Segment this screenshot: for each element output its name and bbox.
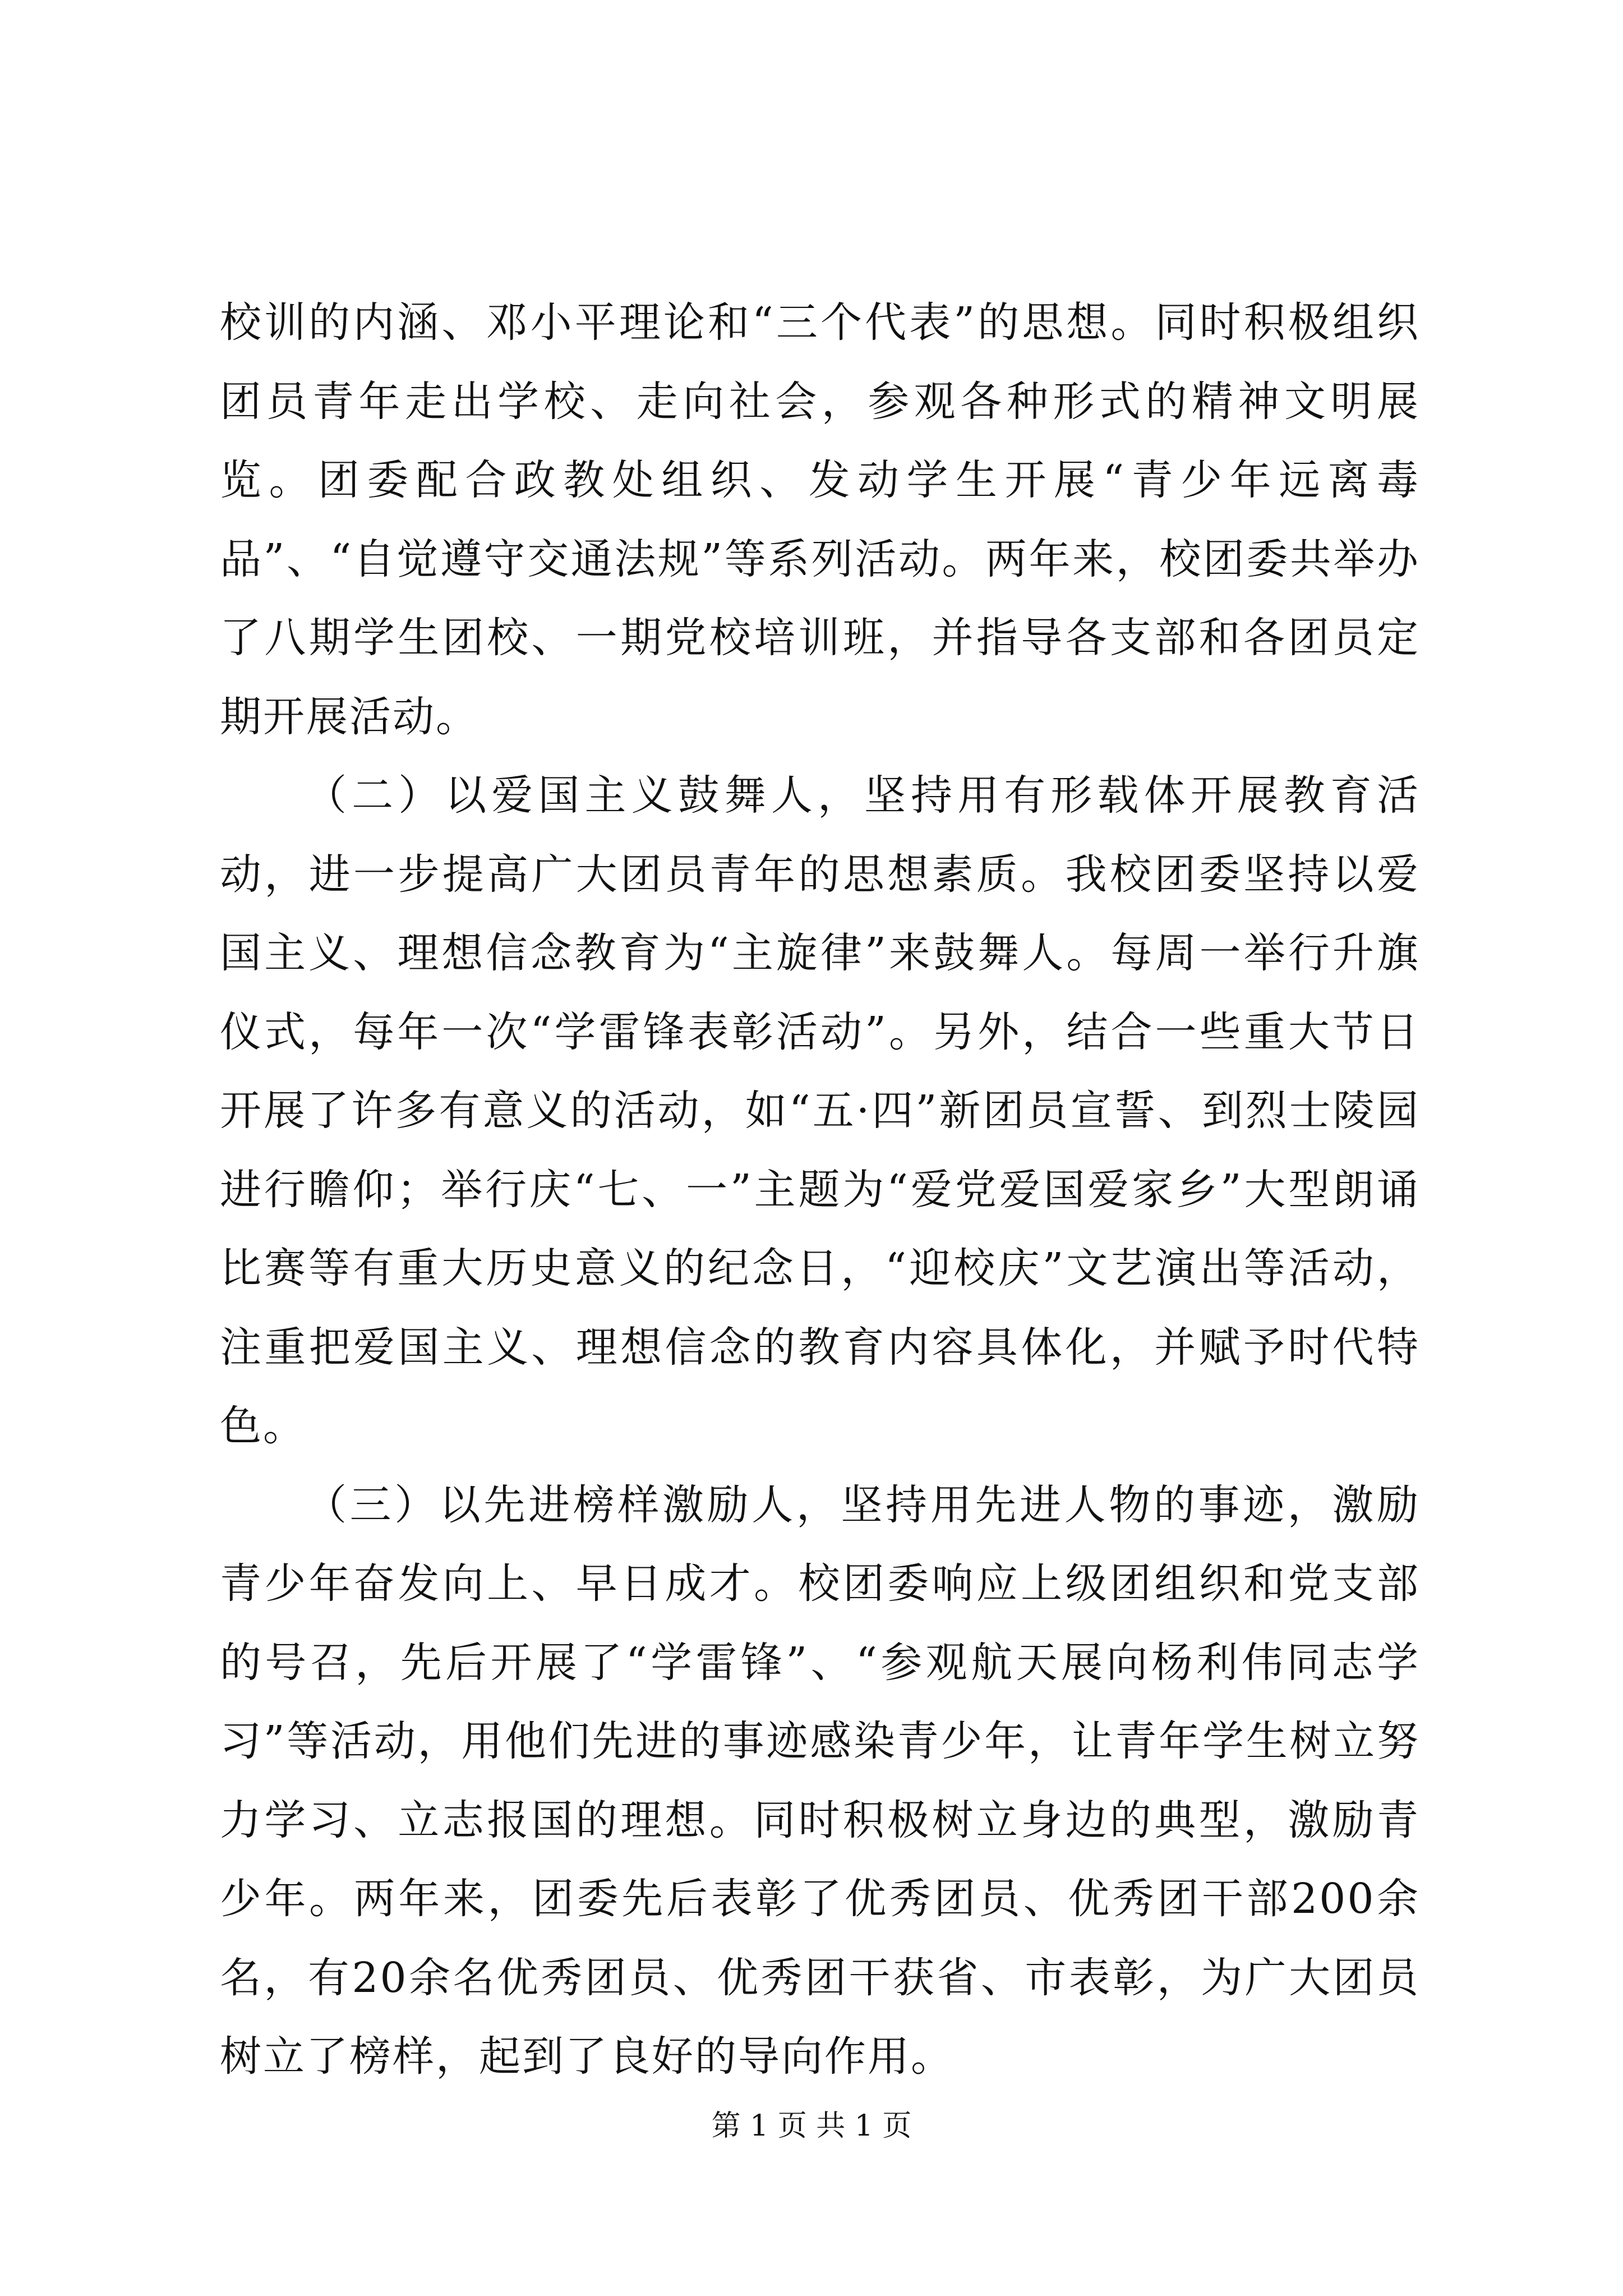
page-footer: 第 1 页 共 1 页 [711, 2109, 912, 2143]
paragraph-patriotism: （二）以爱国主义鼓舞人，坚持用有形载体开展教育活动，进一步提高广大团员青年的思想素质。我校团委坚持以爱国主义、理想信念教育为“主旋律”来鼓舞人。每周一举行升旗仪式，每年一次“学雷锋表彰活动”。另外，结合一些重大节日开展了许多有意义的活动，如“五·四”新团员宣誓、到烈士陵园进行瞻仰；举行庆“七、一”主题为“爱党爱国爱家乡”大型朗诵比赛等有重大历史意义的纪念日，“迎校庆”文艺演出等活动，注重把爱国主义、理想信念的教育内容具体化，并赋予时代特色。 [220, 771, 1420, 1450]
paragraph-continuation: 校训的内涵、邓小平理论和“三个代表”的思想。同时积极组织团员青年走出学校、走向社会，参观各种形式的精神文明展览。团委配合政教处组织、发动学生开展“青少年远离毒品”、“自觉遵守交通法规”等系列活动。两年来，校团委共举办了八期学生团校、一期党校培训班，并指导各支部和各团员定期开展活动。 [220, 298, 1420, 741]
paragraph-role-models: （三）以先进榜样激励人，坚持用先进人物的事迹，激励青少年奋发向上、早日成才。校团委响应上级团组织和党支部的号召，先后开展了“学雷锋”、“参观航天展向杨利伟同志学习”等活动，用他们先进的事迹感染青少年，让青年学生树立努力学习、立志报国的理想。同时积极树立身边的典型，激励青少年。两年来，团委先后表彰了优秀团员、优秀团干部200余名，有20余名优秀团员、优秀团干获省、市表彰，为广大团员树立了榜样，起到了良好的导向作用。 [220, 1480, 1420, 2081]
document-body [220, 283, 1420, 2096]
